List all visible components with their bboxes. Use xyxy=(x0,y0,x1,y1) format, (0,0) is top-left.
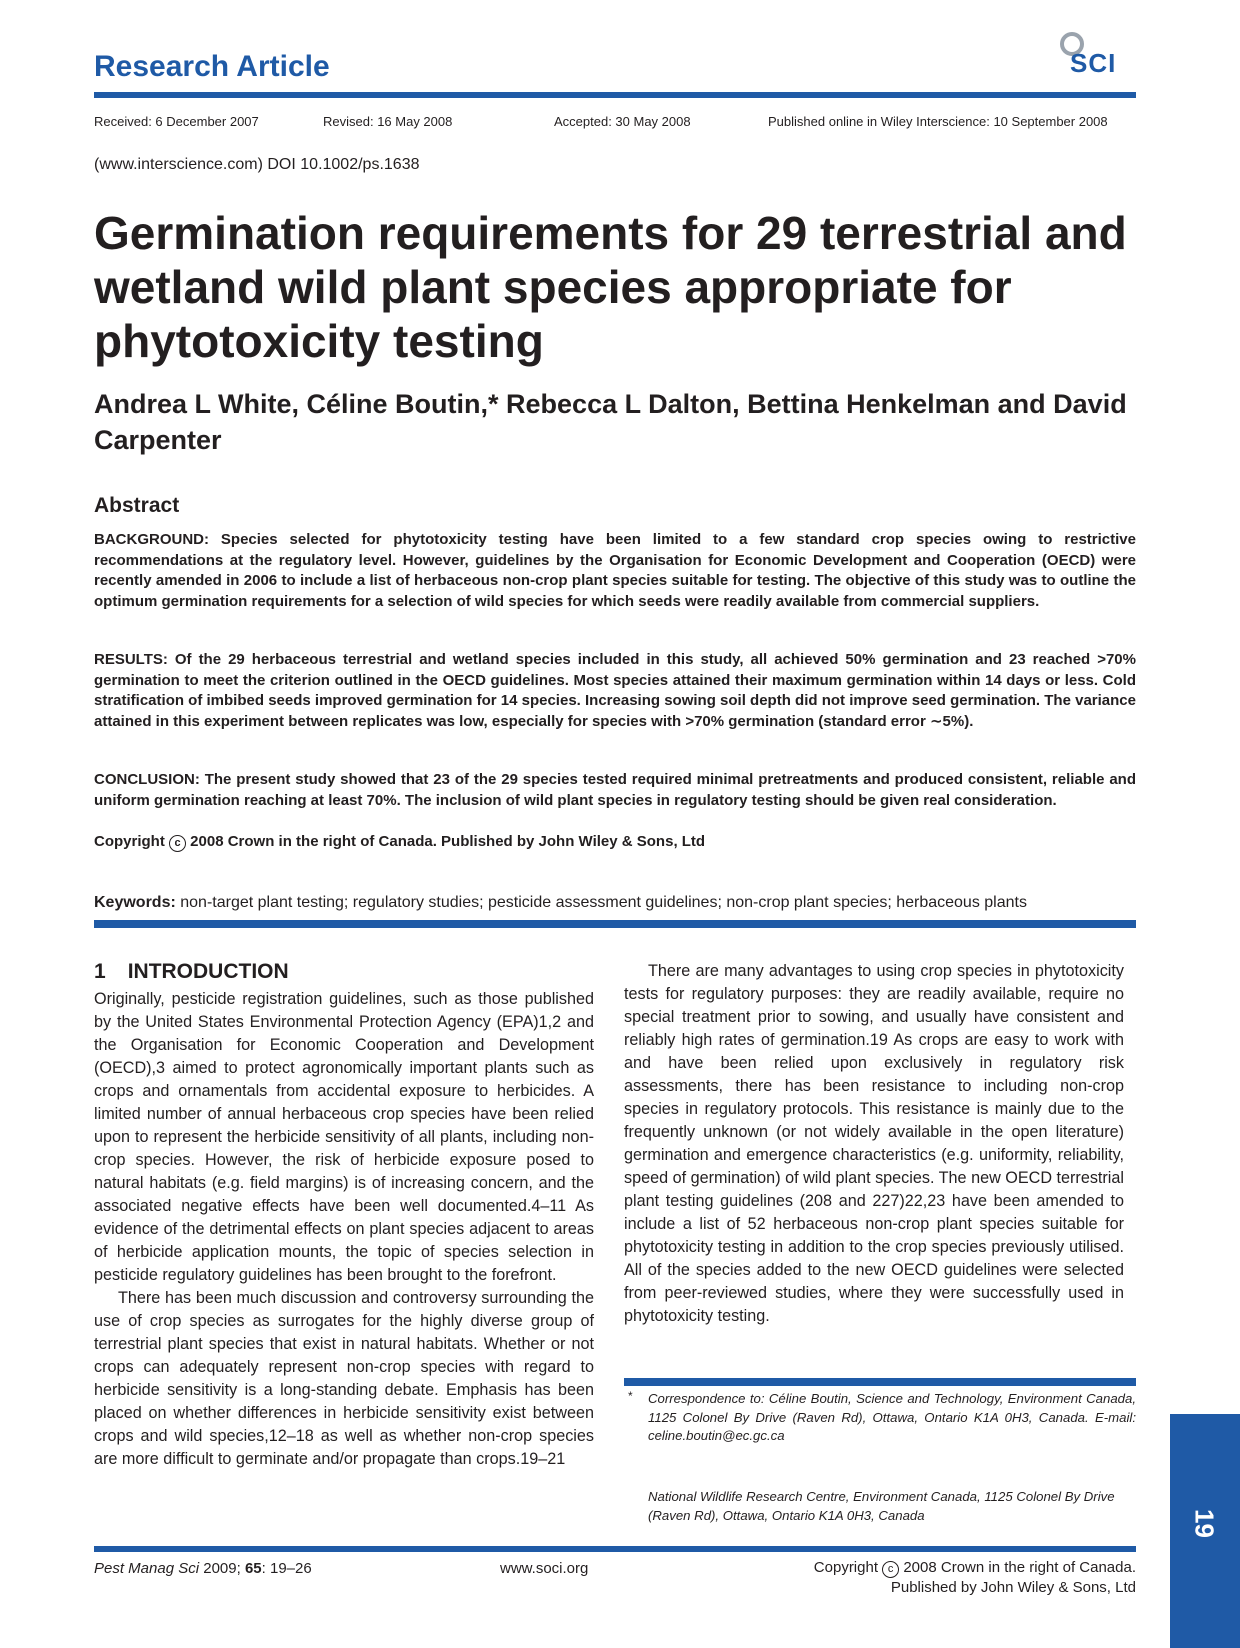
intro-paragraph: There has been much discussion and controversy surrounding the use of crop species as surrogates for the highly diverse group of terrestrial plant species that exist in natural habitats. Whether or not crops can adequately represent non-crop species with regard to herbicide sensitivity is a long-standing debate. Emphasis has been placed on whether differences in herbicide sensitivity exist between crops and wild species,12–18 as well as whether non-crop species are more difficult to germinate and/or propagate than crops.19–21 xyxy=(94,1289,594,1468)
website-link[interactable]: www.soci.org xyxy=(500,1560,589,1577)
abstract-rule xyxy=(94,920,1136,928)
affiliation-text: National Wildlife Research Centre, Environment Canada, 1125 Colonel By Drive (Raven Rd), Ottawa, Ontario K1A 0H3, Canada xyxy=(648,1489,1115,1523)
abstract-background: BACKGROUND: Species selected for phytotoxicity testing have been limited to a few standard crop species owing to restrictive recommendations at the regulatory level. However, guidelines by the Organisation for Economic Development and Cooperation (OECD) were recently amended in 2006 to include a list of herbaceous non-crop plant species suitable for testing. The objective of this study was to outline the optimum germination requirements for a selection of wild species for which seeds were readily available from commercial suppliers. xyxy=(94,531,1136,610)
logo-text: SCI xyxy=(1070,48,1117,78)
header-rule xyxy=(94,92,1136,98)
copyright-prefix: Copyright xyxy=(94,833,165,850)
keywords-text: non-target plant testing; regulatory studies; pesticide assessment guidelines; non-crop plant species; herbaceous plants xyxy=(180,894,1027,911)
section-number: 1 xyxy=(94,960,106,983)
abstract-heading: Abstract xyxy=(94,494,180,517)
intro-right-column xyxy=(624,960,1124,1328)
footer-copyright-line1: 2008 Crown in the right of Canada. xyxy=(903,1559,1136,1576)
journal-pages: : 19–26 xyxy=(261,1560,312,1577)
doi-link[interactable]: (www.interscience.com) DOI 10.1002/ps.1638 xyxy=(94,156,420,173)
footer-copyright-prefix: Copyright xyxy=(813,1559,878,1576)
accepted-date: Accepted: 30 May 2008 xyxy=(554,114,691,129)
keywords xyxy=(94,894,1027,912)
abstract-copyright xyxy=(94,832,1136,853)
received-date: Received: 6 December 2007 xyxy=(94,114,259,129)
copyright-symbol-icon: c xyxy=(882,1561,899,1578)
author-list: Andrea L White, Céline Boutin,* Rebecca L Dalton, Bettina Henkelman and David Carpenter xyxy=(94,389,1127,455)
page-number: 19 xyxy=(1189,1509,1220,1538)
revised-date: Revised: 16 May 2008 xyxy=(323,114,453,129)
correspondence-text: Correspondence to: Céline Boutin, Science and Technology, Environment Canada, 1125 Colonel By Drive (Raven Rd), Ottawa, Ontario K1A 0H3, Canada. E-mail: celine.boutin@ec.gc.ca xyxy=(648,1391,1136,1443)
abstract-results: RESULTS: Of the 29 herbaceous terrestrial and wetland species included in this study, all achieved 50% germination and 23 reached >70% germination to meet the criterion outlined in the OECD guidelines. Most species attained their maximum germination within 14 days or less. Cold stratification of imbibed seeds improved germination for 14 species. Increasing sowing soil depth did not improve seed germination. The variance attained in this experiment between replicates was low, especially for species with >70% germination (standard error ∼5%). xyxy=(94,651,1136,730)
intro-paragraph: Originally, pesticide registration guidelines, such as those published by the United States Environmental Protection Agency (EPA)1,2 and the Organisation for Economic Cooperation and Development (OECD),3 aimed to protect agronomically important plants such as crops and ornamentals from accidental exposure to herbicides. A limited number of annual herbaceous crop species have been relied upon to represent the herbicide sensitivity of all plants, including non-crop species. However, the risk of herbicide exposure posed to natural habitats (e.g. field margins) is of increasing concern, and the associated negative effects have been well documented.4–11 As evidence of the detrimental effects on plant species adjacent to areas of herbicide application mounts, the topic of species selection in pesticide regulatory guidelines has been brought to the forefront. xyxy=(94,990,594,1284)
copyright-symbol-icon: c xyxy=(169,835,186,852)
abstract-conclusion: CONCLUSION: The present study showed that 23 of the 29 species tested required minimal pretreatments and produced consistent, reliable and uniform germination reaching at least 70%. The inclusion of wild plant species in regulatory testing should be given real consideration. xyxy=(94,771,1136,809)
journal-citation xyxy=(94,1560,312,1577)
footer-rule xyxy=(94,1546,1136,1552)
section-label: Research Article xyxy=(94,50,330,83)
intro-paragraph: There are many advantages to using crop species in phytotoxicity tests for regulatory purposes: they are readily available, require no special treatment prior to sowing, and usually have consistent and reliably high rates of germination.19 As crops are easy to work with and have been relied upon exclusively in regulatory risk assessments, there has been resistance to including non-crop species in regulatory protocols. This resistance is mainly due to the frequently unknown (or not widely available in the open literature) germination and emergence characteristics (e.g. uniformity, reliability, speed of germination) of wild plant species. The new OECD terrestrial plant testing guidelines (208 and 227)22,23 have been amended to include a list of 52 herbaceous non-crop plant species suitable for phytotoxicity testing in addition to the crop species previously utilised. All of the species added to the new OECD guidelines were selected from peer-reviewed studies, where they were successfully used in phytotoxicity testing. xyxy=(624,962,1124,1325)
correspondence-rule xyxy=(624,1378,1136,1386)
footer-copyright xyxy=(760,1558,1136,1597)
page-tab xyxy=(1170,1414,1240,1648)
section-title: INTRODUCTION xyxy=(127,960,289,983)
intro-left-column xyxy=(94,988,594,1471)
section-heading-introduction xyxy=(94,960,289,984)
article-title: Germination requirements for 29 terrestrial and wetland wild plant species appropriate for phytotoxicity testing xyxy=(94,207,1127,367)
journal-year: 2009; xyxy=(203,1560,241,1577)
correspondence-star: * xyxy=(628,1389,633,1403)
journal-volume: 65 xyxy=(244,1560,262,1577)
journal-name: Pest Manag Sci xyxy=(94,1560,200,1577)
keywords-label: Keywords: xyxy=(94,894,176,911)
sci-logo xyxy=(1048,30,1138,84)
published-date: Published online in Wiley Interscience: 10 September 2008 xyxy=(768,114,1108,129)
copyright-text: 2008 Crown in the right of Canada. Published by John Wiley & Sons, Ltd xyxy=(190,833,706,850)
footer-copyright-line2: Published by John Wiley & Sons, Ltd xyxy=(890,1579,1136,1596)
